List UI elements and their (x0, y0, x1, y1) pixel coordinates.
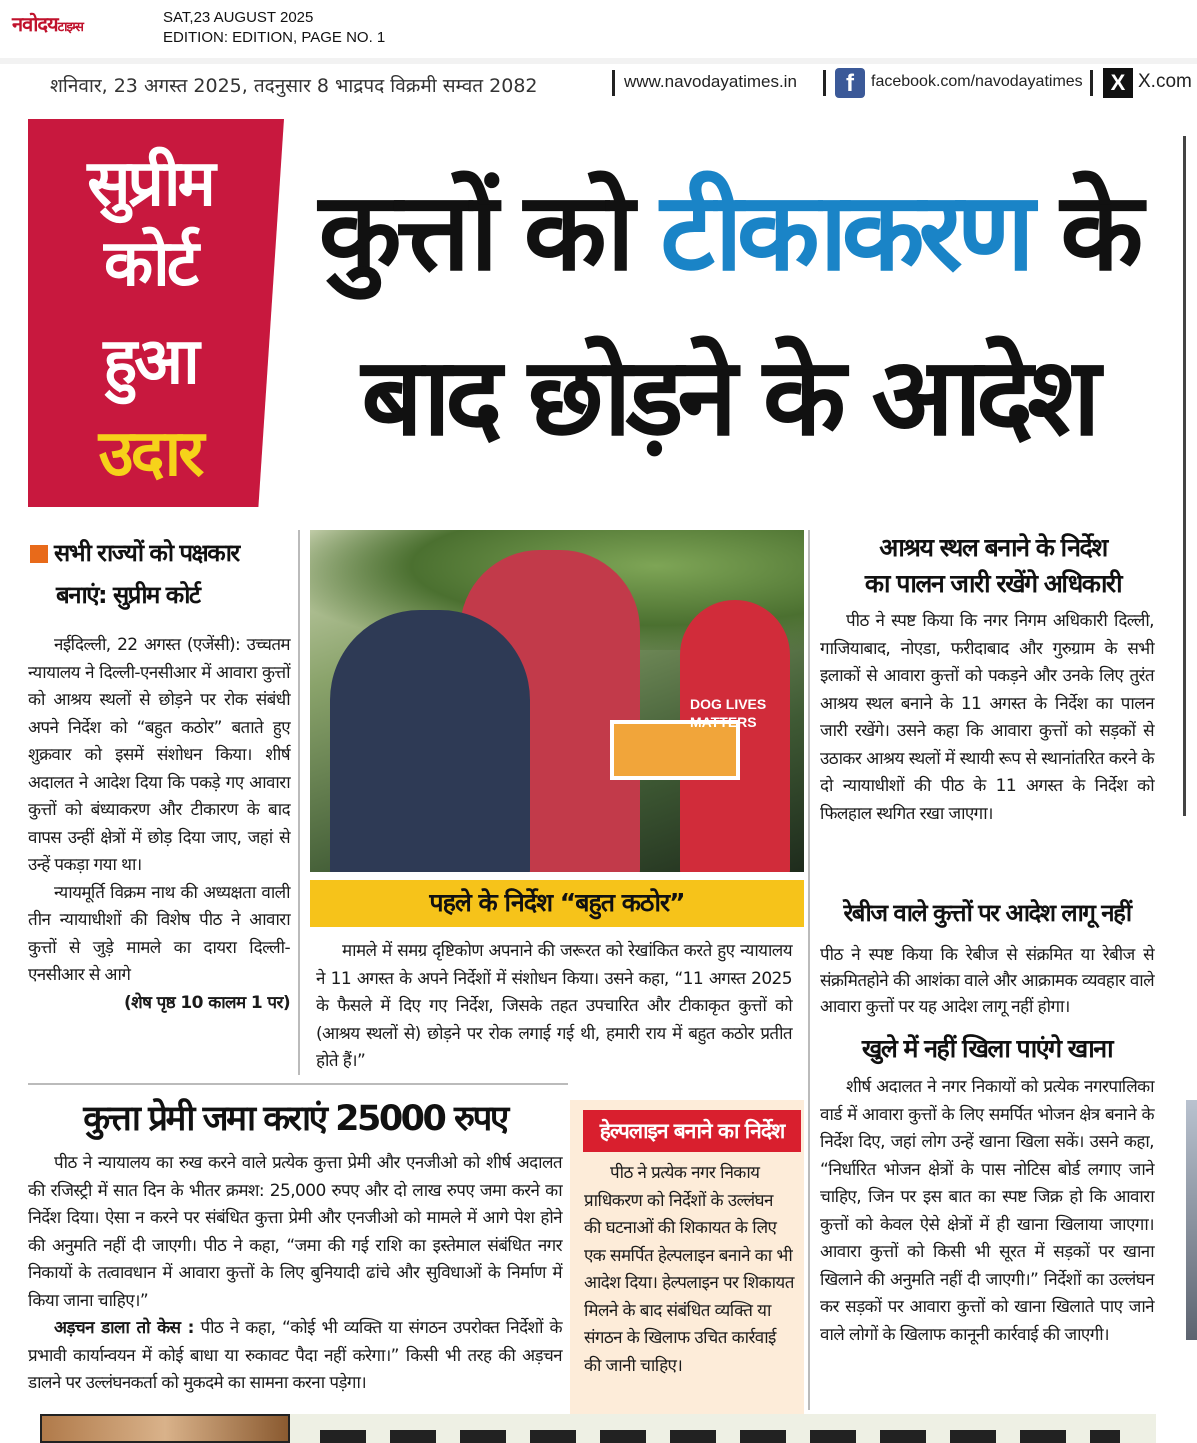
section-rule (28, 1083, 568, 1085)
shelter-heading-line: आश्रय स्थल बनाने के निर्देश (879, 533, 1107, 562)
dateline-separator (823, 70, 826, 96)
dateline-separator (612, 70, 615, 96)
epaper-header (0, 0, 1197, 60)
column-rule (298, 530, 300, 1075)
helpline-title: हेल्पलाइन बनाने का निर्देश (583, 1110, 801, 1152)
lead-story (28, 632, 290, 1017)
photo-figure (330, 610, 530, 872)
headline-part: के (1028, 170, 1138, 295)
shelter-story (820, 608, 1154, 828)
column-rule (1183, 136, 1186, 816)
edition-page: EDITION: EDITION, PAGE NO. 1 (163, 29, 386, 46)
helpline-story (584, 1160, 794, 1380)
news-photo[interactable] (310, 530, 804, 872)
headline-highlight: टीकाकरण (660, 170, 1029, 295)
feeding-heading: खुले में नहीं खिला पाएंगे खाना (861, 1034, 1113, 1063)
headline-part: कुत्तों को (318, 170, 661, 295)
lead-paragraph: न्यायमूर्ति विक्रम नाथ की अध्यक्षता वाली तीन न्यायाधीशों की विशेष पीठ ने आवारा कुत्तों से जुड़े मामले का दायरा दिल्ली-एनसीआर से आगे (28, 882, 290, 985)
lead-heading-line: बनाएं: सुप्रीम कोर्ट (56, 581, 200, 609)
lead-heading-line: सभी राज्यों को पक्षकार (54, 539, 239, 567)
rabies-text: पीठ ने स्पष्ट किया कि रेबीज से संक्रमित या रेबीज से संक्रमितहोने की आशंका वाले और आक्रामक व्यवहार वाले आवारा कुत्तों पर यह आदेश लागू नहीं होगा। (820, 945, 1154, 1017)
dateline-separator (1090, 70, 1093, 96)
helpline-text: पीठ ने प्रत्येक नगर निकाय प्राधिकरण को निर्देशों के उल्लंघन की घटनाओं की शिकायत के लिए एक समर्पित हेल्पलाइन बनाने का भी आदेश दिया। हेल्पलाइन पर शिकायत मिलने के बाद संबंधित व्यक्ति या संगठन के खिलाफ उचित कार्रवाई की जानी चाहिए। (584, 1163, 794, 1376)
photo-tshirt-text: DOG LIVES MATTERS (690, 696, 767, 730)
bottom-photo[interactable] (40, 1414, 290, 1443)
cutoff-photo (1186, 1100, 1197, 1340)
column-rule (808, 530, 810, 1410)
feeding-story (820, 1074, 1154, 1349)
deposit-heading: कुत्ता प्रेमी जमा कराएं 25000 रुपए (83, 1099, 507, 1139)
shelter-heading-line: का पालन जारी रखेंगे अधिकारी (864, 569, 1122, 598)
lead-paragraph: नईदिल्ली, 22 अगस्त (एजेंसी): उच्चतम न्यायालय ने दिल्ली-एनसीआर में आवारा कुत्तों को आश्रय स्थलों से छोड़ने पर रोक संबंधी अपने निर्देश को “बहुत कठोर” बताते हुए शुक्रवार को इसमें संशोधन किया। शीर्ष अदालत ने आदेश दिया कि पकड़े गए आवारा कुत्तों को बंध्याकरण और टीकारण के बाद वापस उन्हीं क्षेत्रों में छोड़ दिया जाए, जहां से उन्हें पकड़ा गया था। (28, 635, 290, 875)
website-link[interactable]: www.navodayatimes.in (624, 72, 797, 91)
photo-story-text: मामले में समग्र दृष्टिकोण अपनाने की जरूरत को रेखांकित करते हुए न्यायालय ने 11 अगस्त के अपने निर्देशों में संशोधन किया। उसने कहा, “11 अगस्त 2025 के फैसले में दिए गए निर्देश, जिसके तहत उपचारित और टीकाकृत कुत्तों को (आश्रय स्थलों से) छोड़ने पर रोक लगाई गई थी, हमारी राय में बहुत कठोर प्रतीत होते हैं।” (316, 941, 792, 1071)
x-link[interactable]: X.com (1138, 71, 1192, 92)
bottom-headline-fragment (320, 1430, 1120, 1443)
facebook-icon[interactable]: f (835, 68, 865, 98)
edition-info (163, 8, 385, 48)
lead-heading (30, 532, 292, 616)
deposit-story (28, 1150, 562, 1398)
logo-sub-text: टाइम्स (57, 20, 83, 35)
rabies-heading: रेबीज वाले कुत्तों पर आदेश लागू नहीं (843, 899, 1131, 927)
dateline: शनिवार, 23 अगस्त 2025, तदनुसार 8 भाद्रपद विक्रमी सम्वत 2082 (50, 75, 538, 97)
continued-note: (शेष पृष्ठ 10 कालम 1 पर) (123, 992, 290, 1013)
shelter-text: पीठ ने स्पष्ट किया कि नगर निगम अधिकारी दिल्ली, गाजियाबाद, नोएडा, फरीदाबाद और गुरुग्राम के सभी इलाकों से आवारा कुत्तों को पकड़ने और उनके लिए तुरंत आश्रय स्थल बनाने के 11 अगस्त के निर्देश का पालन जारी रखेंगे। उसने कहा कि आवारा कुत्तों को सड़कों से उठाकर आश्रय स्थलों में स्थायी रूप से स्थानांतरित करने के दो न्यायाधीशों की पीठ के 11 अगस्त के निर्देश को फिलहाल स्थगित रखा जाएगा। (820, 611, 1154, 824)
deposit-subtext: पीठ ने कहा, “कोई भी व्यक्ति या संगठन उपरोक्त निर्देशों के प्रभावी कार्यान्वयन में कोई बाधा या रुकावट पैदा नहीं करेगा।” किसी भी तरह की अड़चन डालने पर उल्लंघनकर्ता को मुकदमे का सामना करना पड़ेगा। (28, 1318, 562, 1393)
deposit-text: पीठ ने न्यायालय का रुख करने वाले प्रत्येक कुत्ता प्रेमी और एनजीओ को शीर्ष अदालत की रजिस्ट्री में सात दिन के भीतर क्रमश: 25,000 रुपए और दो लाख रुपए जमा करने का निर्देश दिया। ऐसा न करने पर संबंधित कुत्ता प्रेमी और एनजीओ को मामले में आगे पेश होने की अनुमति नहीं दी जाएगी। पीठ ने कहा, “जमा की गई राशि का इस्तेमाल संबंधित नगर निकायों के तत्वावधान में आवारा कुत्तों के लिए बुनियादी ढांचे और सुविधाओं के निर्माण में किया जाना चाहिए।” (28, 1153, 562, 1311)
kicker-highlight: उदार (98, 417, 202, 491)
photo-caption: पहले के निर्देश “बहुत कठोर” (429, 888, 685, 917)
photo-story (316, 938, 792, 1076)
main-headline (288, 150, 1168, 480)
kicker-line: कोर्ट (104, 227, 196, 301)
kicker-line: हुआ (103, 325, 197, 399)
rabies-story (820, 942, 1154, 1020)
feeding-text: शीर्ष अदालत ने नगर निकायों को प्रत्येक नगरपालिका वार्ड में आवारा कुत्तों के लिए समर्पित भोजन क्षेत्र बनाने के निर्देश दिए, जहां लोग उन्हें खाना खिला सकें। उसने कहा, “निर्धारित भोजन क्षेत्रों के पास नोटिस बोर्ड लगाए जाने चाहिए, जिन पर इस बात का स्पष्ट जिक्र हो कि आवारा कुत्तों को केवल ऐसे क्षेत्रों में ही खाना खिलाया जाएगा। आवारा कुत्तों को किसी भी सूरत में सड़कों पर खाना खिलाने की अनुमति नहीं दी जाएगी।” निर्देशों का उल्लंघन कर सड़कों पर आवारा कुत्तों को खाना खिलाते पाए जाने वाले लोगों के खिलाफ कानूनी कार्रवाई की जाएगी। (820, 1077, 1154, 1345)
deposit-sublabel: अड़चन डाला तो केस : (54, 1318, 194, 1338)
kicker-line: सुप्रीम (87, 147, 213, 221)
facebook-link[interactable]: facebook.com/navodayatimes (871, 73, 1083, 90)
x-icon[interactable]: X (1103, 68, 1133, 98)
masthead-logo[interactable] (12, 10, 83, 37)
headline-line2: बाद छोड़ने के आदेश (361, 335, 1095, 460)
shelter-heading (818, 530, 1168, 602)
bullet-icon (30, 545, 48, 563)
logo-text: नवोदय (12, 12, 58, 36)
edition-date: SAT,23 AUGUST 2025 (163, 9, 314, 26)
